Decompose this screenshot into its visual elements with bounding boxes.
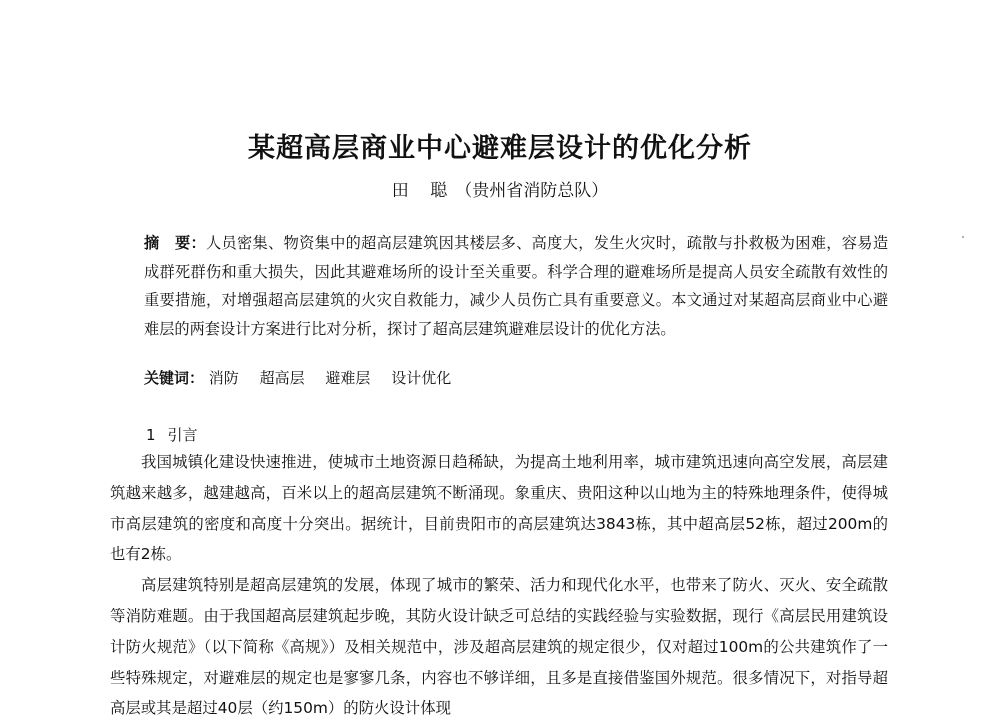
author-affiliation: （贵州省消防总队） — [455, 181, 609, 201]
abstract-paragraph — [110, 229, 888, 343]
keyword-item: 避难层 — [325, 369, 371, 387]
body-text — [110, 447, 888, 724]
paper-title: 某超高层商业中心避难层设计的优化分析 — [248, 133, 752, 164]
abstract-block — [110, 229, 888, 343]
byline — [0, 176, 1000, 201]
section-number: 1 — [146, 426, 156, 444]
body-paragraph: 高层建筑特别是超高层建筑的发展，体现了城市的繁荣、活力和现代化水平，也带来了防火、灭火、安全疏散等消防难题。由于我国超高层建筑起步晚，其防火设计缺乏可总结的实践经验与实验数据，现行《高层民用建筑设计防火规范》（以下简称《高规》）及相关规范中，涉及超高层建筑的规定很少，仅对超过100m的公共建筑作了一些特殊规定，对避难层的规定也是寥寥几条，内容也不够详细，且多是直接借鉴国外规范。很多情况下，对指导超高层或其是超过40层（约150m）的防火设计体现 — [110, 576, 888, 718]
author-name: 田 聪 — [391, 181, 456, 201]
keywords-label: 关键词： — [144, 369, 205, 387]
scan-speck — [962, 236, 964, 238]
keyword-item: 消防 — [208, 369, 239, 387]
keywords-line — [144, 367, 467, 388]
abstract-text: 人员密集、物资集中的超高层建筑因其楼层多、高度大，发生火灾时，疏散与扑救极为困难，容易造成群死群伤和重大损失，因此其避难场所的设计至关重要。科学合理的避难场所是提高人员安全疏散有效性的重要措施，对增强超高层建筑的火灾自救能力，减少人员伤亡具有重要意义。本文通过对某超高层商业中心避难层的两套设计方案进行比对分析，探讨了超高层建筑避难层设计的优化方法。 — [144, 234, 889, 338]
keyword-item: 超高层 — [259, 369, 305, 387]
keyword-item: 设计优化 — [391, 369, 452, 387]
body-paragraph: 我国城镇化建设快速推进，使城市土地资源日趋稀缺，为提高土地利用率，城市建筑迅速向高空发展，高层建筑越来越多，越建越高，百米以上的超高层建筑不断涌现。象重庆、贵阳这种以山地为主的特殊地理条件，使得城市高层建筑的密度和高度十分突出。据统计，目前贵阳市的高层建筑达3843栋，其中超高层52栋，超过200m的也有2栋。 — [110, 453, 888, 564]
section-title: 引言 — [167, 426, 198, 444]
abstract-label: 摘 要： — [144, 234, 207, 252]
section-heading — [146, 424, 198, 445]
